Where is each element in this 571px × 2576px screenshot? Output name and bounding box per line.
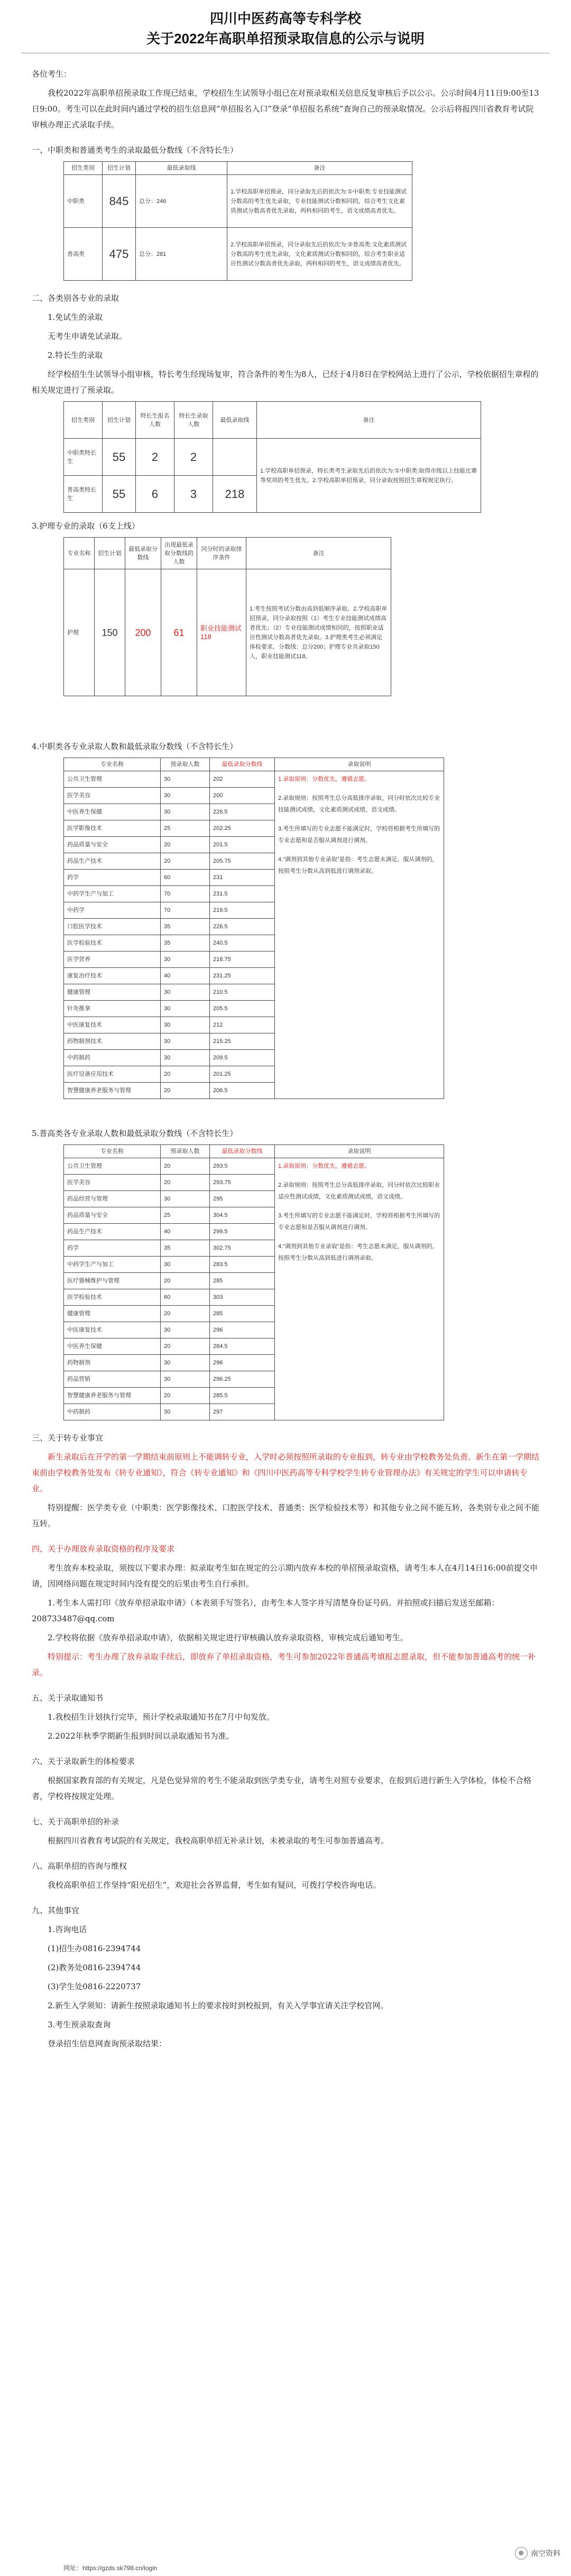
cell-count: 30 — [161, 1033, 210, 1050]
consult-paragraph: 我校高职单招工作坚持“阳光招生”，欢迎社会各界监督，考生如有疑问，可拨打学校咨询电话。 — [48, 1880, 381, 1890]
cell-score: 200 — [210, 788, 275, 804]
cell-major: 护理 — [64, 569, 95, 696]
cell-plan: 55 — [103, 476, 136, 513]
cell-count: 20 — [161, 1273, 210, 1289]
cell-count: 70 — [161, 886, 210, 902]
cell-score: 285.5 — [210, 1388, 275, 1404]
cell-major: 医疗器械维护与管理 — [64, 1273, 161, 1289]
table-header: 最低录取线 — [213, 402, 257, 439]
cell-count: 25 — [161, 820, 210, 837]
cell-count: 20 — [161, 1306, 210, 1322]
school-name: 四川中医药高等专科学校 — [209, 11, 361, 26]
cell-plan: 150 — [95, 569, 125, 696]
cell-score: 293.5 — [210, 1158, 275, 1175]
cell-major: 中医康复技术 — [64, 1017, 161, 1033]
section-4-heading: 四、关于办理放弃录取资格的程序及要求 — [32, 1544, 175, 1554]
cell-count: 25 — [161, 1207, 210, 1224]
cell-major: 智慧健康养老服务与管理 — [64, 1388, 161, 1404]
cell-tie: 职业技能测试118 — [197, 569, 246, 696]
contacts-heading: 1.咨询电话 — [48, 1925, 87, 1934]
remark-line: 4.“调剂到其他专业录取”是指：考生志愿未满足，服从调剂的，按照考生分数从高到低进行调剂录取。 — [278, 1243, 438, 1261]
score-prefix: 总分： — [139, 198, 156, 205]
remark-line: 1.录取原则：分数优先，遵循志愿。 — [278, 1163, 371, 1169]
cell-type: 普高类特长生 — [64, 476, 103, 513]
cell-score: 202 — [210, 771, 275, 788]
cell-count: 30 — [161, 1050, 210, 1066]
watermark-logo-icon — [515, 2547, 528, 2560]
table-header: 招生类别 — [64, 162, 103, 175]
remark-line: 1.录取原则：分数优先，遵循志愿。 — [278, 776, 371, 782]
table-header: 最低录取线 — [136, 162, 227, 175]
table-general — [63, 1144, 444, 1420]
cell-score: 209.5 — [210, 1050, 275, 1066]
cell-major: 中医康复技术 — [64, 1322, 161, 1338]
cell-note: 1.学校高职单招预录，同分录取先后的依次为:①中职类:专业技能测试分数高的考生优先录取，专业技能测试分数相同的，综合考生文化素质测试分数高者优先录取，两科相同的考生，语文成绩高者优先。 — [227, 175, 412, 228]
cell-score — [136, 175, 227, 228]
section-5-heading: 五、关于录取通知书 — [32, 1693, 104, 1703]
score-value: 246 — [156, 198, 167, 205]
cell-major: 医学影像技术 — [64, 820, 161, 837]
cell-major: 健康管理 — [64, 984, 161, 1001]
cell-count: 30 — [161, 1191, 210, 1207]
sub-heading: 4.中职类各专业录取人数和最低录取分数线（不含特长生） — [32, 742, 238, 751]
table-row — [64, 439, 481, 476]
table-row — [64, 569, 391, 696]
cell-major: 康复治疗技术 — [64, 968, 161, 984]
score-value: 281 — [156, 251, 167, 257]
table-header: 招生计划 — [103, 162, 136, 175]
document-body — [0, 66, 571, 2052]
cell-score: 205.75 — [210, 853, 275, 870]
table-header: 招生计划 — [95, 538, 125, 569]
cell-plan: 845 — [103, 175, 136, 228]
cell-score: 240.5 — [210, 935, 275, 952]
cell-count: 30 — [161, 1404, 210, 1420]
cell-count: 30 — [161, 1001, 210, 1017]
cell-score: 219.5 — [210, 902, 275, 919]
intro-paragraph: 我校2022年高职单招预录取工作现已结束，学校招生生试领导小组已在对预录取相关信息反复审核后予以公示。公示时间4月11日9:00至13日9:00。考生可以在此时间内通过学校的招生信息网“单招报名入口”登录“单招报名系统”查询自己的预录取情况。公示后将报四川省教育考试院审核办理正式录取手续。 — [32, 88, 539, 130]
sub-text: 无考生申请免试录取。 — [48, 331, 127, 341]
cell-count: 20 — [161, 1158, 210, 1175]
cell-score: 285 — [210, 1306, 275, 1322]
giveup-step-1: 1.考生本人需打印《放弃单招录取申请》（本表须手写签名），由考生本人签字并写清楚身份证号码。并拍照或扫描后发送至邮箱：208733487@qq.com — [32, 1598, 500, 1623]
table-score-lines — [63, 161, 412, 281]
page-title: 关于2022年高职单招预录取信息的公示与说明 — [146, 31, 425, 47]
cell-major: 药物制剂技术 — [64, 1033, 161, 1050]
cell-score: 200 — [125, 569, 161, 696]
section-2-heading: 二、各类别各专业的录取 — [32, 293, 119, 303]
cell-score: 302.75 — [210, 1240, 275, 1257]
cell-plan: 475 — [103, 228, 136, 281]
table-header: 录取说明 — [275, 758, 444, 771]
table-header: 备注 — [257, 402, 481, 439]
cell-count: 20 — [161, 837, 210, 853]
cell-count: 20 — [161, 1066, 210, 1083]
transfer-paragraph: 新生录取后在开学的第一学期结束前原则上不能调转专业，入学时必须按照所录取的专业报到，转专业由学校教务处负责。新生在第一学期结束前由学校教务处发布《转专业通知》，符合《转专业通知》和《四川中医药高等专科学校学生转专业管理办法》有关规定的学生可以申请转专业。 — [32, 1452, 540, 1493]
cell-score: 210.5 — [210, 984, 275, 1001]
cell-score: 218.75 — [210, 952, 275, 968]
cell-major: 药品生产技术 — [64, 853, 161, 870]
sub-text: 经学校招生生试领导小组审核，特长考生经现场复审，符合条件的考生为8人，已经于4月8日在学校网站上进行了公示，学校依据招生章程的相关规定进行了预录取。 — [32, 370, 539, 395]
cell-count: 60 — [161, 1289, 210, 1306]
cell-type: 中职类特长生 — [64, 439, 103, 476]
cell-count: 40 — [161, 1224, 210, 1240]
cell-score: 231.25 — [210, 968, 275, 984]
cell-count: 30 — [161, 804, 210, 820]
cell-major: 药学 — [64, 870, 161, 886]
remark-line: 2.录取规则：按照考生总分高低排序录取，同分时依次比较职业适应性测试成绩，文化素质测试成绩，语文成绩。 — [278, 1182, 440, 1200]
cell-type: 普高类 — [64, 228, 103, 281]
cell-count: 70 — [161, 902, 210, 919]
site-link[interactable]: https://gzds.sk798.cn/login — [82, 2564, 158, 2572]
cell-score: 296.25 — [210, 1371, 275, 1388]
cell-count: 20 — [161, 1338, 210, 1355]
table-row — [64, 175, 412, 228]
table-header: 招生计划 — [103, 402, 136, 439]
cell-score: 284.5 — [210, 1338, 275, 1355]
cell-major: 中医养生保健 — [64, 804, 161, 820]
cell-count: 30 — [161, 1322, 210, 1338]
url-label: 网址： — [63, 2564, 83, 2572]
table-header: 同分时的录取排序条件 — [197, 538, 246, 569]
cell-type: 中职类 — [64, 175, 103, 228]
cell-count: 20 — [161, 1388, 210, 1404]
cell-score: 212 — [210, 1017, 275, 1033]
sub-heading: 2.特长生的录取 — [48, 350, 103, 360]
cell-count: 30 — [161, 788, 210, 804]
cell-count: 35 — [161, 1240, 210, 1257]
giveup-step-2: 2.学校将依据《放弃单招录取申请》，依据相关规定进行审核确认放弃录取资格，审核完成后通知考生。 — [48, 1633, 408, 1642]
sub-heading: 1.免试生的录取 — [48, 312, 103, 322]
cell-major: 中药学生产与加工 — [64, 886, 161, 902]
cell-admit: 2 — [174, 439, 213, 476]
cell-score: 205.5 — [210, 1001, 275, 1017]
cell-count: 30 — [161, 1257, 210, 1273]
cell-major: 中药制药 — [64, 1050, 161, 1066]
cell-remarks — [275, 771, 444, 1099]
cell-count: 20 — [161, 1083, 210, 1099]
cell-major: 药品质量与安全 — [64, 1207, 161, 1224]
cell-score: 304.5 — [210, 1207, 275, 1224]
table-vocational — [63, 758, 444, 1099]
cell-note: 1.考生按照考试分数由高到低顺序录取。2.学校高职单招预录，同分录取按照（1）考生专业技能测试成绩高者优先；（2）专业技能测试成绩相同的，按照职业适应性测试分数高者优先录取。3.护理类考生必须满足体检要求。分数线：总分200；护理专业共录取150人，职业技能测试118。 — [246, 569, 391, 696]
cell-major: 药学 — [64, 1240, 161, 1257]
cell-apply: 6 — [136, 476, 174, 513]
cell-remarks — [275, 1158, 444, 1420]
cell-count: 20 — [161, 1175, 210, 1191]
cell-apply: 2 — [136, 439, 174, 476]
cell-major: 中药学 — [64, 902, 161, 919]
table-row — [64, 228, 412, 281]
table-header: 最低录取分数线 — [125, 538, 161, 569]
cell-major: 药品经营与管理 — [64, 1191, 161, 1207]
table-header: 预录取人数 — [161, 1145, 210, 1158]
remark-line: 3.考生所填写的专业志愿不能满足时，学校将根据考生所填写的专业志愿和是否服从调剂进行调剂。 — [278, 1213, 440, 1231]
score-prefix: 总分： — [139, 251, 156, 257]
cell-note: 1.学校高职单招预录，特长类考生录取先后的依次为:①中职类:取得市级以上技能比赛等奖项的考生优先。2.学校高职单招预录，同分录取按照招生章程规定执行。 — [257, 439, 481, 513]
cell-major: 医学检验技术 — [64, 935, 161, 952]
cell-score: 296 — [210, 1322, 275, 1338]
cell-score: 299.5 — [210, 1224, 275, 1240]
cell-score — [136, 228, 227, 281]
cell-score: 231.5 — [210, 886, 275, 902]
footer-bar — [0, 2560, 571, 2576]
table-header: 最低录取分数线 — [210, 758, 275, 771]
remark-line: 4.“调剂到其他专业录取”是指：考生志愿未满足，服从调剂的，按照考生分数从高到低进行调剂录取。 — [278, 856, 438, 874]
cell-major: 健康管理 — [64, 1306, 161, 1322]
cell-major: 医学营养 — [64, 952, 161, 968]
cell-score: 206.5 — [210, 1083, 275, 1099]
cell-count: 20 — [161, 853, 210, 870]
cell-score: 303 — [210, 1289, 275, 1306]
cell-plan: 55 — [103, 439, 136, 476]
table-header: 特长生报名人数 — [136, 402, 174, 439]
table-header: 出现最低录取分数线的人数 — [161, 538, 197, 569]
cell-count: 30 — [161, 984, 210, 1001]
watermark — [515, 2547, 560, 2560]
cell-score: 283.5 — [210, 1257, 275, 1273]
cell-major: 口腔医学技术 — [64, 919, 161, 935]
notice-item-1: 1.我校招生计划执行完毕，预计学校录取通知书在7月中旬发放。 — [48, 1712, 274, 1722]
enroll-notice: 2.新生入学须知：请新生按照录取通知书上的要求按时到校报到，有关入学事宜请关注学校官网。 — [48, 2001, 389, 2010]
cell-major: 中医养生保健 — [64, 1338, 161, 1355]
section-1-heading: 一、中职类和普通类考生的录取最低分数线（不含特长生） — [32, 145, 238, 155]
cell-score: 202.25 — [210, 820, 275, 837]
footer-url — [63, 2563, 157, 2572]
section-7-heading: 七、关于高职单招的补录 — [32, 1817, 119, 1826]
section-3-heading: 三、关于转专业事宜 — [32, 1433, 104, 1443]
section-8-heading: 八、高职单招的咨询与维权 — [32, 1861, 127, 1871]
section-6-heading: 六、关于录取新生的体检要求 — [32, 1757, 135, 1766]
table-header: 备注 — [227, 162, 412, 175]
contact-line: (3)学生处0816-2220737 — [48, 1982, 141, 1991]
cell-major: 公共卫生管理 — [64, 1158, 161, 1175]
table-header: 专业名称 — [64, 1145, 161, 1158]
cell-score: 296 — [210, 1355, 275, 1371]
cell-count: 30 — [161, 1355, 210, 1371]
table-specialty — [63, 401, 481, 513]
cell-admit: 3 — [174, 476, 213, 513]
contact-line: (1)招生办0816-2394744 — [48, 1944, 141, 1953]
cell-score: 201.5 — [210, 837, 275, 853]
remark-line: 2.录取规则：按照考生总分高低排序录取，同分时依次比较专业技能测试成绩，文化素质测试成绩，语文成绩。 — [278, 795, 440, 813]
cell-major: 药品营销 — [64, 1371, 161, 1388]
cell-major: 公共卫生管理 — [64, 771, 161, 788]
cell-count: 40 — [161, 968, 210, 984]
sub-heading: 5.普高类各专业录取人数和最低录取分数线（不含特长生） — [32, 1129, 238, 1138]
cell-score: 201.25 — [210, 1066, 275, 1083]
table-header: 招生类别 — [64, 402, 103, 439]
cell-score: 293.75 — [210, 1175, 275, 1191]
salutation: 各位考生： — [32, 69, 72, 79]
table-header: 备注 — [246, 538, 391, 569]
transfer-note: 特别提醒：医学类专业（中职类：医学影像技术、口腔医学技术、普通类：医学检验技术等）和其他专业之间不能互转，各类别专业之间不能互转。 — [32, 1503, 540, 1528]
table-row — [64, 1158, 444, 1175]
cell-note: 2.学校高职单招预录，同分录取先后的依次为:②普高类:文化素质测试分数高的考生优先录取，文化素质测试分数相同的，综合考生职业适应性测试分数高者优先录取，两科相同的考生，语文成绩高者优先。 — [227, 228, 412, 281]
section-9-heading: 九、其他事宜 — [32, 1906, 80, 1915]
supplement-paragraph: 根据四川省教育考试院的有关规定，我校高职单招无补录计划，未被录取的考生可参加普通高考。 — [48, 1836, 389, 1845]
table-header: 专业名称 — [64, 538, 95, 569]
cell-score: 218 — [213, 476, 257, 513]
cell-major: 药物制剂 — [64, 1355, 161, 1371]
cell-major: 药品生产技术 — [64, 1224, 161, 1240]
cell-major: 医学美容 — [64, 788, 161, 804]
table-header: 录取说明 — [275, 1145, 444, 1158]
cell-count: 30 — [161, 1017, 210, 1033]
cell-score: 285 — [210, 1273, 275, 1289]
cell-count: 30 — [161, 952, 210, 968]
cell-major: 针灸推拿 — [64, 1001, 161, 1017]
cell-score: 215.25 — [210, 1033, 275, 1050]
cell-count: 35 — [161, 919, 210, 935]
cell-major: 智慧健康养老服务与管理 — [64, 1083, 161, 1099]
query-text: 登录招生信息网查询预录取结果： — [48, 2039, 167, 2048]
table-row — [64, 771, 444, 788]
cell-count: 60 — [161, 870, 210, 886]
cell-count: 30 — [161, 1371, 210, 1388]
cell-score: 226.5 — [210, 804, 275, 820]
cell-major: 医疗设备应用技术 — [64, 1066, 161, 1083]
cell-major: 中药学生产与加工 — [64, 1257, 161, 1273]
query-heading: 3.考生预录取查询 — [48, 2020, 111, 2029]
giveup-warning: 特别提示：考生办理了放弃录取手续后，即放弃了单招录取资格，考生可参加2022年普通高考填报志愿录取，但不能参加普通高考的统一补录。 — [32, 1652, 536, 1677]
contact-line: (2)教务处0816-2394744 — [48, 1963, 141, 1972]
cell-major: 医学美容 — [64, 1175, 161, 1191]
cell-score: 295 — [210, 1191, 275, 1207]
medical-paragraph: 根据国家教育部的有关规定，凡是色觉异常的考生不能录取到医学类专业，请考生对照专业要求，在报到后进行新生入学体检，体检不合格者，学校将按规定处理。 — [32, 1776, 532, 1801]
watermark-text: 南空资料 — [531, 2549, 560, 2557]
cell-count: 35 — [161, 935, 210, 952]
cell-score: 297 — [210, 1404, 275, 1420]
table-nursing — [63, 537, 391, 696]
table-header: 专业名称 — [64, 758, 161, 771]
cell-major: 药品质量与安全 — [64, 837, 161, 853]
cell-score — [213, 439, 257, 476]
table-header: 最低录取分数线 — [210, 1145, 275, 1158]
cell-score: 226.5 — [210, 919, 275, 935]
table-header: 预录取人数 — [161, 758, 210, 771]
notice-item-2: 2.2022年秋季学期新生报到时间以录取通知书为准。 — [48, 1731, 234, 1741]
cell-major: 医学检验技术 — [64, 1289, 161, 1306]
table-header: 特长生录取人数 — [174, 402, 213, 439]
giveup-paragraph: 考生放弃本校录取，须按以下要求办理：拟录取考生如在规定的公示期内放弃本校的单招预录取资格，请考生本人在4月14日16:00前提交申请，因网络问题在规定时间内没有提交的后果由考生自行承担。 — [32, 1563, 538, 1589]
remark-line: 3.考生所填写的专业志愿不能满足时，学校将根据考生所填写的专业志愿和是否服从调剂进行调剂。 — [278, 826, 440, 844]
document-header — [0, 0, 571, 53]
sub-heading: 3.护理专业的录取（6支上线） — [32, 521, 140, 531]
cell-count: 61 — [161, 569, 197, 696]
cell-score: 231 — [210, 870, 275, 886]
cell-major: 中药制药 — [64, 1404, 161, 1420]
cell-count: 30 — [161, 771, 210, 788]
